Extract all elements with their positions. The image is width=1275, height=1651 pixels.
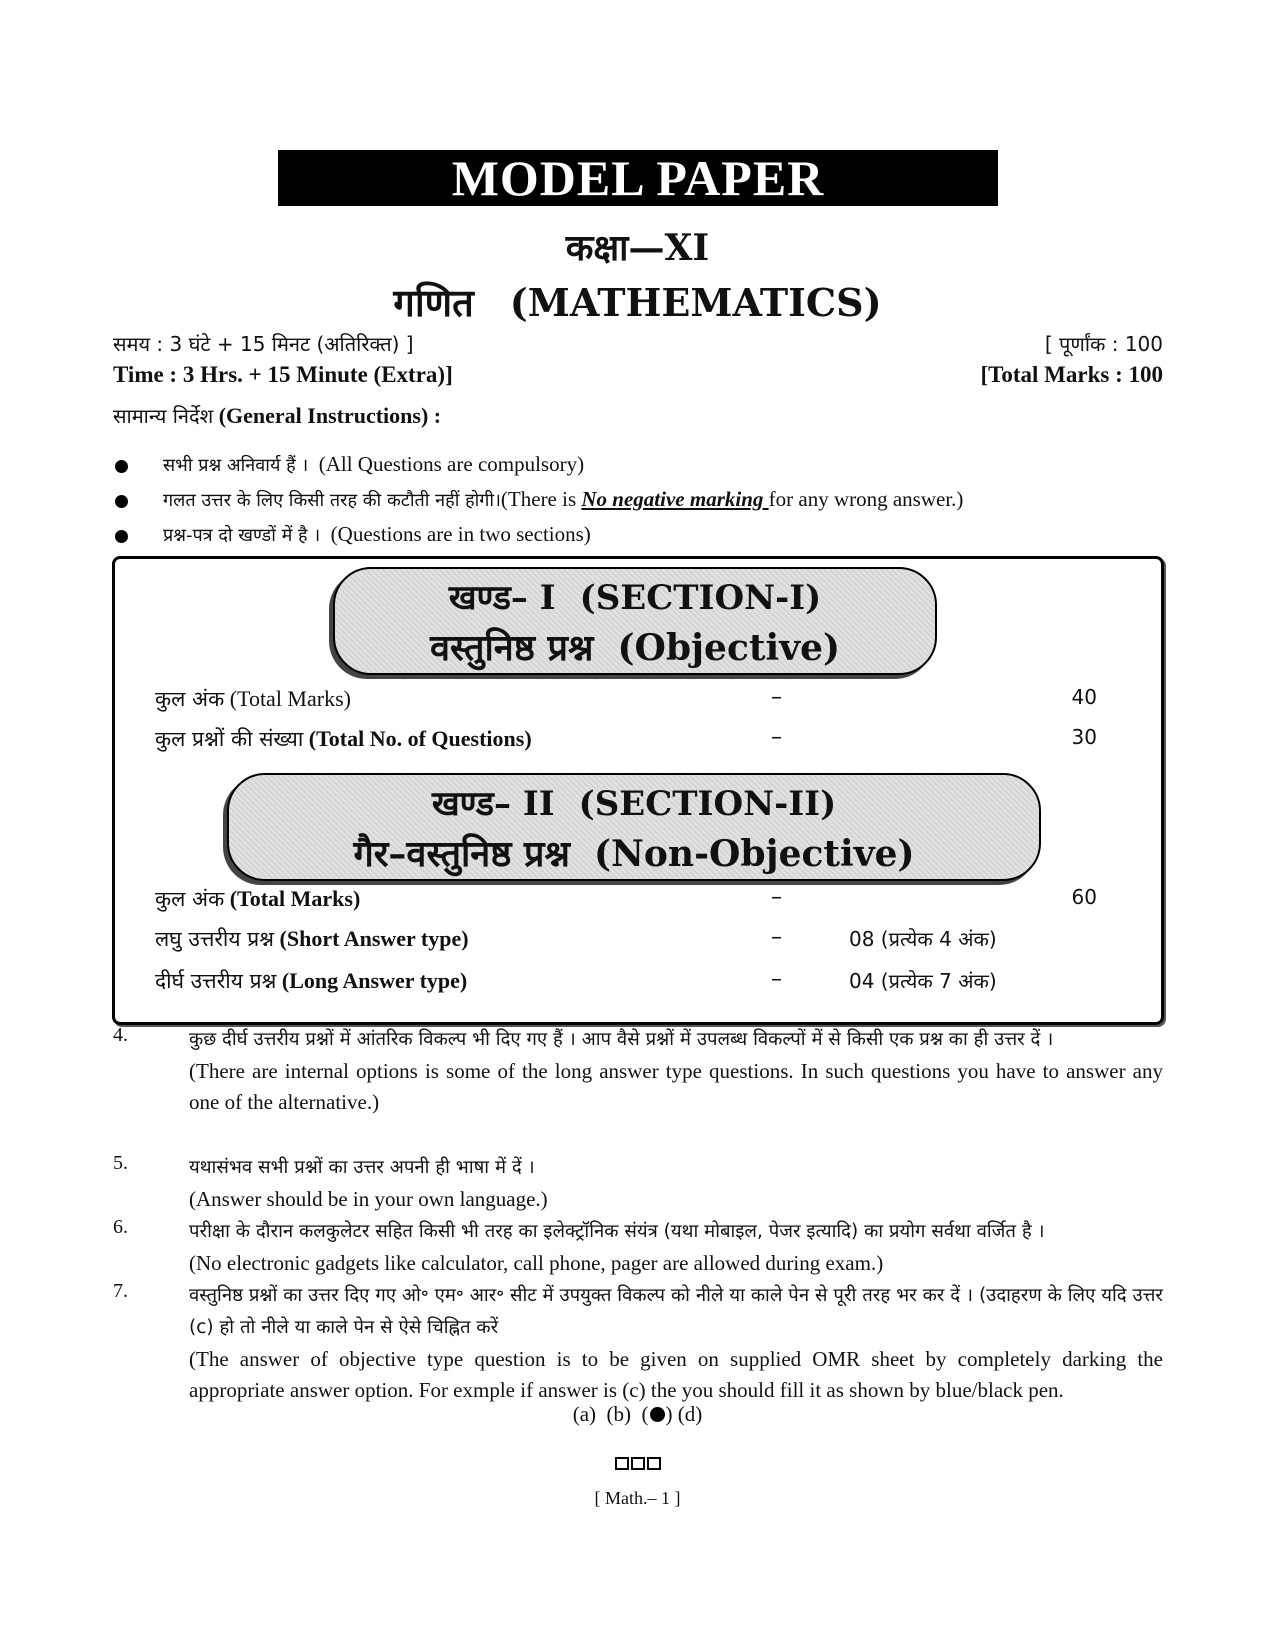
row-label-hindi: लघु उत्तरीय प्रश्न xyxy=(155,927,275,951)
bullet-text-english-end: for any wrong answer.) xyxy=(768,487,964,511)
square-icon xyxy=(647,1457,661,1470)
gi-title-hindi: सामान्य निर्देश xyxy=(113,404,214,428)
instruction-text-hindi: यथासंभव सभी प्रश्नों का उत्तर अपनी ही भाषा में दें । xyxy=(189,1157,535,1178)
subject-english: (MATHEMATICS) xyxy=(509,280,882,325)
section-1-heading-pill xyxy=(333,567,937,675)
row-label-english: (Total Marks) xyxy=(229,686,351,711)
section-2-long-answer-row xyxy=(155,967,1115,999)
instruction-text-english: (Answer should be in your own language.) xyxy=(189,1187,548,1211)
section-1-heading-english: (SECTION-I) xyxy=(579,578,822,618)
row-dash: – xyxy=(771,967,782,992)
omr-bracket-close: ) xyxy=(665,1402,673,1426)
general-instructions-heading xyxy=(113,402,441,429)
section-1-question-count-row xyxy=(155,725,1115,757)
bullet-item xyxy=(113,452,1173,487)
omr-option-b: (b) xyxy=(606,1402,632,1426)
instruction-text-english: (There are internal options is some of the long answer type questions. In such questions you have to answer any one of the alternative.) xyxy=(189,1059,1163,1114)
row-label-english: (Total No. of Questions) xyxy=(308,726,532,751)
bullet-item xyxy=(113,487,1173,522)
row-label-hindi: कुल प्रश्नों की संख्या xyxy=(155,727,304,751)
model-paper-banner: MODEL PAPER xyxy=(278,150,998,206)
section-2-heading-hindi: खण्ड– II xyxy=(431,784,555,824)
omr-bracket-open: ( xyxy=(641,1402,649,1426)
section-2-heading-english: (SECTION-II) xyxy=(578,784,837,824)
section-2-type-english: (Non-Objective) xyxy=(593,833,915,875)
instruction-text-english: (No electronic gadgets like calculator, call phone, pager are allowed during exam.) xyxy=(189,1251,884,1275)
subject-title xyxy=(0,276,1275,328)
bullet-icon xyxy=(115,460,128,473)
instruction-text-hindi: वस्तुनिष्ठ प्रश्नों का उत्तर दिए गए ओ॰ एम॰ आर॰ सीट में उपयुक्त विकल्प को नीले या काले पेन से पूरी तरह भर कर दें । (उदाहरण के लिए यदि उत्तर (c) हो तो नीले या काले पेन से ऐसे चिह्नित करें xyxy=(189,1285,1163,1338)
instruction-text-hindi: परीक्षा के दौरान कलकुलेटर सहित किसी भी तरह का इलेक्ट्रॉनिक संयंत्र (यथा मोबाइल, पेजर इत्यादि) का प्रयोग सर्वथा वर्जित है । xyxy=(189,1221,1045,1242)
row-dash: – xyxy=(771,685,782,710)
instruction-number: 7. xyxy=(113,1280,128,1302)
bullet-text-english: (There is xyxy=(500,487,582,511)
row-dash: – xyxy=(771,725,782,750)
row-label-hindi: कुल अंक xyxy=(155,687,225,711)
bullet-icon xyxy=(115,530,128,543)
omr-option-d: (d) xyxy=(677,1402,703,1426)
section-2-type-hindi: गैर–वस्तुनिष्ठ प्रश्न xyxy=(353,833,570,875)
total-marks-english: [Total Marks : 100 xyxy=(980,362,1163,387)
row-value: 60 xyxy=(1071,885,1097,909)
instruction-text-hindi: कुछ दीर्घ उत्तरीय प्रश्नों में आंतरिक विकल्प भी दिए गए हैं । आप वैसे प्रश्नों में उपलब्ध विकल्पों में से किसी एक प्रश्न का ही उत्तर दें । xyxy=(189,1029,1054,1050)
bullet-text-hindi: गलत उत्तर के लिए किसी तरह की कटौती नहीं होगी। xyxy=(163,490,501,511)
time-hindi: समय : 3 घंटे + 15 मिनट (अतिरिक्त) ] xyxy=(113,332,414,356)
subject-hindi: गणित xyxy=(393,280,474,325)
no-negative-marking-emphasis: No negative marking xyxy=(581,487,769,511)
section-1-type-english: (Objective) xyxy=(617,627,841,669)
section-1-total-marks-row xyxy=(155,685,1115,717)
bullet-text-english: (All Questions are compulsory) xyxy=(318,452,585,476)
row-label-english: (Short Answer type) xyxy=(279,926,469,951)
section-2-total-marks-row xyxy=(155,885,1115,917)
row-label-hindi: कुल अंक xyxy=(155,887,225,911)
section-1-heading-hindi: खण्ड– I xyxy=(448,578,556,618)
row-value: 04 (प्रत्येक 7 अंक) xyxy=(849,969,997,993)
square-icon xyxy=(631,1457,645,1470)
section-2-heading-pill xyxy=(227,773,1041,881)
omr-example xyxy=(0,1402,1275,1427)
instruction-bullets xyxy=(113,452,1173,557)
bullet-text-hindi: सभी प्रश्न अनिवार्य हैं । xyxy=(163,455,309,476)
total-marks-hindi: [ पूर्णांक : 100 xyxy=(1044,332,1163,356)
instruction-number: 5. xyxy=(113,1152,128,1174)
section-1-type-hindi: वस्तुनिष्ठ प्रश्न xyxy=(429,627,594,669)
row-label-english: (Total Marks) xyxy=(229,886,361,911)
row-label-hindi: दीर्घ उत्तरीय प्रश्न xyxy=(155,969,277,993)
row-value: 40 xyxy=(1071,685,1097,709)
square-icon xyxy=(615,1457,629,1470)
row-dash: – xyxy=(771,925,782,950)
bullet-text-hindi: प्रश्न-पत्र दो खण्डों में है । xyxy=(163,525,321,546)
row-value: 08 (प्रत्येक 4 अंक) xyxy=(849,927,997,951)
class-title: कक्षा—XI xyxy=(565,227,710,269)
filled-circle-icon xyxy=(650,1407,665,1422)
bullet-icon xyxy=(115,495,128,508)
section-2-short-answer-row xyxy=(155,925,1115,957)
row-dash: – xyxy=(771,885,782,910)
row-value: 30 xyxy=(1071,725,1097,749)
end-marks xyxy=(0,1456,1275,1474)
bullet-text-english: (Questions are in two sections) xyxy=(330,522,591,546)
omr-option-a: (a) xyxy=(572,1402,597,1426)
omr-option-c-filled xyxy=(642,1402,673,1426)
page-footer: [ Math.– 1 ] xyxy=(594,1488,681,1508)
sections-box xyxy=(112,556,1164,1025)
instruction-number: 6. xyxy=(113,1216,128,1238)
instruction-number: 4. xyxy=(113,1024,128,1046)
gi-title-english: (General Instructions) : xyxy=(218,403,442,428)
row-label-english: (Long Answer type) xyxy=(281,968,468,993)
instruction-text-english: (The answer of objective type question is to be given on supplied OMR sheet by completely darking the appropriate answer option. For exmple if answer is (c) the you should fill it as shown by blue/black pen. xyxy=(189,1347,1163,1402)
bullet-item xyxy=(113,522,1173,557)
time-english: Time : 3 Hrs. + 15 Minute (Extra)] xyxy=(113,362,453,387)
